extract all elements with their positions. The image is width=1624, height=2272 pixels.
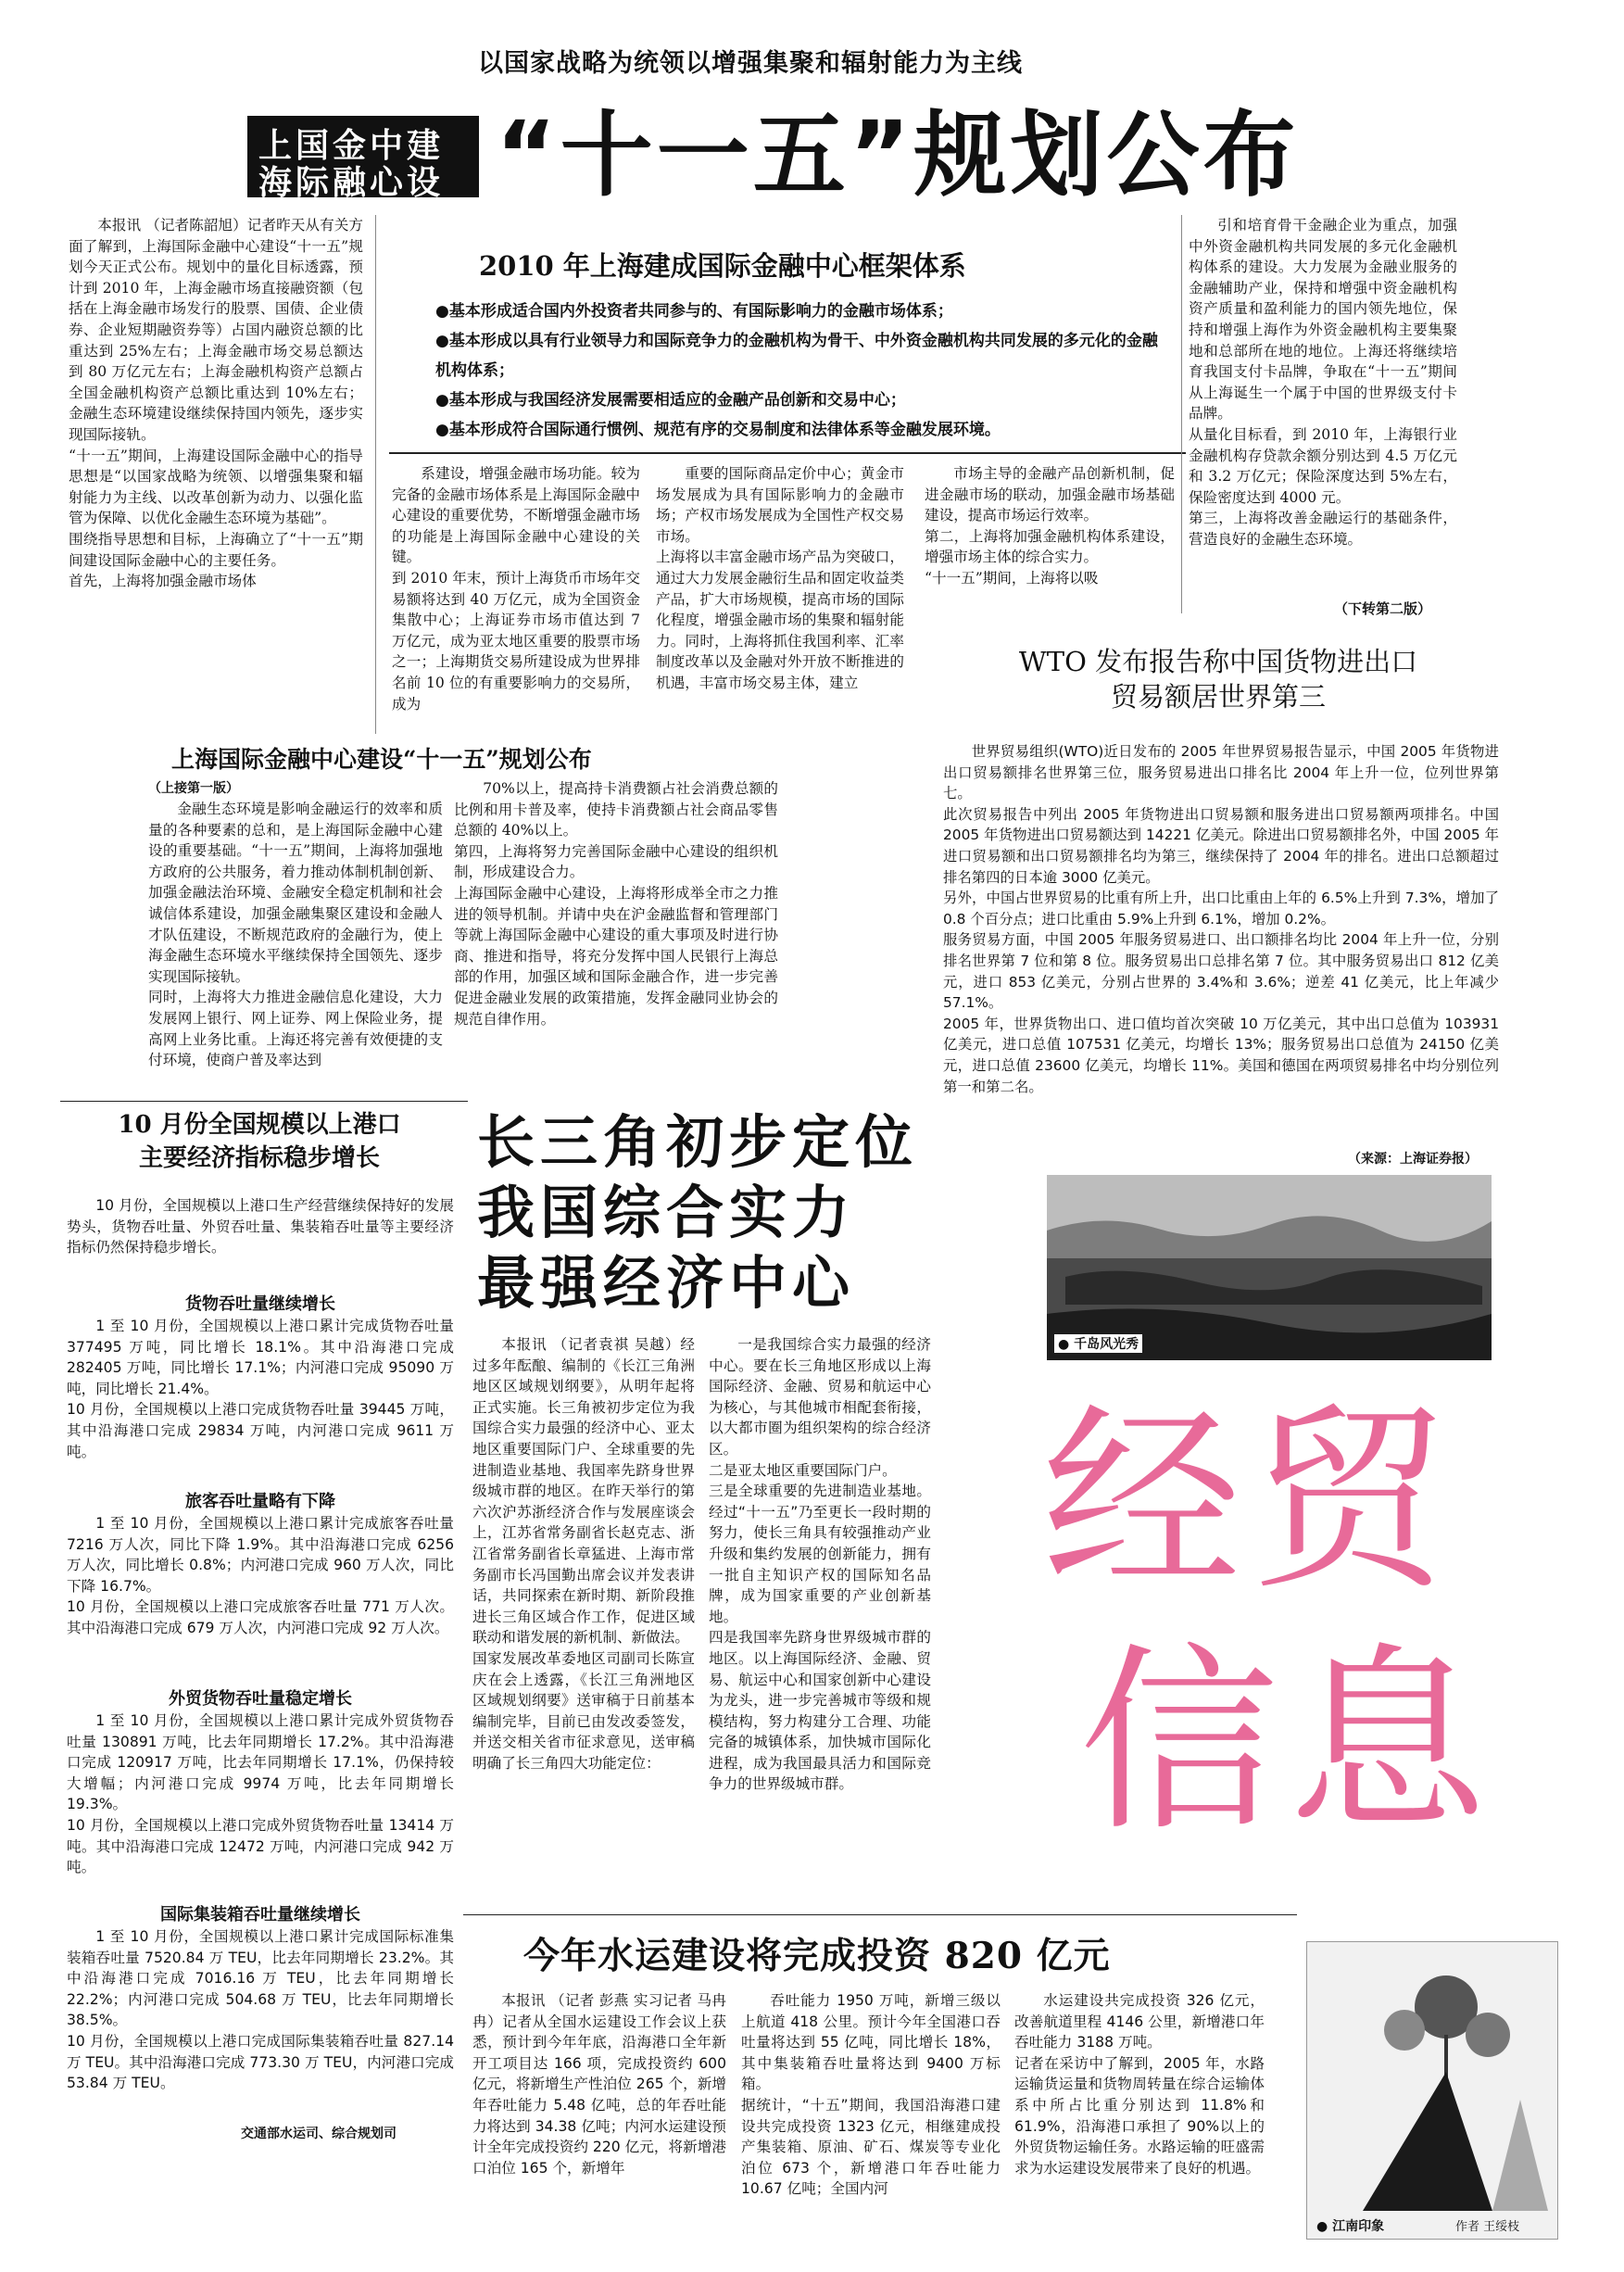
ports-section-body: 1 至 10 月份，全国规模以上港口累计完成货物吞吐量 377495 万吨，同比增长 18.1%。其中沿海港口完成 282405 万吨，同比增长 17.1%；内河港口完成 95090 万吨，同比增长 21.4%。 10 月份，全国规模以上港口完成货物吞吐量 39445 万吨，其中沿海港口完成 29834 万吨，内河港口完成 9611 万吨。 [67,1318,454,1460]
framework-divider [389,452,1186,454]
wto-title [931,644,1505,714]
yangtze-title-line: 最强经济中心 [477,1249,856,1317]
ports-intro: 10 月份，全国规模以上港口生产经营继续保持好的发展势头，货物吞吐量、外贸吞吐量、集装箱吞吐量等主要经济指标仍然保持稳步增长。 [67,1197,454,1256]
divider [463,1914,1297,1915]
continued-column-2: 70%以上，提高持卡消费额占社会消费总额的比例和用卡普及率，使持卡消费额占社会商品零售总额的 40%以上。 第四，上海将努力完善国际金融中心建设的组织机制，形成建设合力。 上海国际金融中心建设，上海将形成举全市之力推进的领导机制。并请中央在沪金融监督和管理部门等就上海国际金融中心建设的重大事项及时进行协商、推进和指导，将充分发挥中国人民银行上海总部的作用，加强区域和国际金融合作，进一步完善促进金融业发展的政策措施，发挥金融同业协会的规范自律作用。 [454,780,778,1028]
framework-item: ●基本形成符合国际通行惯例、规范有序的交易制度和法律体系等金融发展环境。 [435,421,1001,439]
ports-title-line: 主要经济指标稳步增长 [138,1144,380,1172]
landscape-photo-image [1047,1175,1492,1360]
waterway-column-3: 水运建设共完成投资 326 亿元，改善航道里程 4146 公里，新增港口年吞吐能力 3188 万吨。 记者在采访中了解到，2005 年，水路运输货运量和货物周转量在综合运输体系中所占比重分别达到 11.8%和 61.9%，沿海港口承担了 90%以上的外贸货物运输任务。水路运输的旺盛需求为水运建设发展带来了良好的机遇。 [1014,1992,1265,2177]
yangtze-title-line: 我国综合实力 [477,1179,856,1246]
ports-section-body: 1 至 10 月份，全国规模以上港口累计完成外贸货物吞吐量 130891 万吨，比去年同期增长 17.2%。其中沿海港口完成 120917 万吨，比去年同期增长 17.1%，仍保持较大增幅；内河港口完成 9974 万吨，比去年同期增长 19.3%。 10 月份，全国规模以上港口完成外贸货物吞吐量 13414 万吨。其中沿海港口完成 12472 万吨，内河港口完成 942 万吨。 [67,1712,454,1876]
yangtze-column-1: 本报讯 （记者袁祺 吴越）经过多年酝酿、编制的《长江三角洲地区区域规划纲要》，从明年起将正式实施。长三角被初步定位为我国综合实力最强的经济中心、亚太地区重要国际门户、全球重要的先进制造业基地、我国率先跻身世界级城市群的地区。在昨天举行的第六次沪苏浙经济合作与发展座谈会上，江苏省常务副省长赵克志、浙江省常务副省长章猛进、上海市常务副市长冯国勤出席会议并发表讲话，共同探索在新时期、新阶段推进长三角区域合作工作，促进区域联动和谐发展的新机制、新做法。 国家发展改革委地区司副司长陈宣庆在会上透露，《长江三角洲地区区域规划纲要》送审稿于日前基本编制完毕，目前已由发改委签发，并送交相关省市征求意见，送审稿明确了长三角四大功能定位： [472,1336,695,1772]
continued-note: （下转第二版） [1334,600,1432,617]
section-badge [247,116,479,202]
kicker: 以国家战略为统领以增强集聚和辐射能力为主线 [478,49,1023,78]
column-label-line: 经贸 [1042,1384,1459,1617]
lead-column-5: 引和培育骨干金融企业为重点，加强中外资金融机构共同发展的多元化金融机构体系的建设。大力发展为金融业服务的金融辅助产业，保持和增强中资金融机构资产质量和盈利能力的国内领先地位，保持和增强上海作为外资金融机构主要集聚地和总部所在地的地位。上海还将继续培育我国支付卡品牌，争取在“十一五”期间从上海诞生一个属于中国的世界级支付卡品牌。 从量化目标看，到 2010 年，上海银行业金融机构存贷款余额分别达到 4.5 万亿元和 3.2 万亿元；保险深度达到 5%左右，保险密度达到 4000 元。 第三，上海将改善金融运行的基础条件，营造良好的金融生态环境。 [1189,217,1457,548]
divider [60,1101,468,1102]
continued-from: （上接第一版） [148,781,239,796]
badge-line-1: 上国金中建 [258,127,445,165]
framework-title: 2010 年上海建成国际金融中心框架体系 [479,250,966,282]
art-photo-image [1307,1942,1557,2211]
column-label-line: 信息 [1079,1625,1496,1858]
ports-heading: 国际集装箱吞吐量继续增长 [160,1905,360,1925]
column-label [1042,1381,1496,1862]
landscape-caption: ● 千岛风光秀 [1054,1334,1142,1353]
lead-column-2: 系建设，增强金融市场功能。较为完备的金融市场体系是上海国际金融中心建设的重要优势，不断增强金融市场的功能是上海国际金融中心建设的关键。 到 2010 年末，预计上海货币市场年交易额将达到 40 万亿元，成为全国资金集散中心；上海证券市场市值达到 7 万亿元，成为亚太地区重要的股票市场之一；上海期货交易所建设成为世界排名前 10 位的有重要影响力的交易所，成为 [392,465,640,713]
art-photo [1306,1941,1558,2240]
waterway-column-1: 本报讯 （记者 彭燕 实习记者 马冉冉）记者从全国水运建设工作会议上获悉，预计到今年年底，沿海港口全年新开工项目达 166 项，完成投资约 600 亿元，将新增生产性泊位 265 个，新增年吞吐能力 5.48 亿吨，总的年吞吐能力将达到 34.38 亿吨；内河水运建设预计全年完成投资约 220 亿元，将新增港口泊位 165 个，新增年 [472,1992,731,2177]
wto-title-line: 贸易额居世界第三 [1110,681,1326,713]
ports-title-line: 10 月份全国规模以上港口 [118,1111,401,1139]
wto-source: （来源：上海证券报） [1348,1152,1478,1167]
lead-column-3: 重要的国际商品定价中心；黄金市场发展成为具有国际影响力的金融市场；产权市场发展成为全国性产权交易市场。 上海将以丰富金融市场产品为突破口，通过大力发展金融衍生品和固定收益类产品，扩大市场规模，提高市场的国际化程度，增强金融市场的集聚和辐射能力。同时，上海将抓住我国利率、汇率制度改革以及金融对外开放不断推进的机遇，丰富市场交易主体，建立 [656,465,904,691]
lead-column-4: 市场主导的金融产品创新机制，促进金融市场的联动，加强金融市场基础建设，提高市场运行效率。 第二，上海将加强金融机构体系建设，增强市场主体的综合实力。 “十一五”期间，上海将以吸 [925,465,1175,587]
ports-section-body: 1 至 10 月份，全国规模以上港口累计完成旅客吞吐量 7216 万人次，同比下降 1.9%。其中沿海港口完成 6256 万人次，同比增长 0.8%；内河港口完成 960 万人次，同比下降 16.7%。 10 月份，全国规模以上港口完成旅客吞吐量 771 万人次。其中沿海港口完成 679 万人次，内河港口完成 92 万人次。 [67,1515,454,1636]
headline: “十一五”规划公布 [496,101,1300,209]
ports-title [65,1108,454,1175]
framework-item: ●基本形成与我国经济发展需要相适应的金融产品创新和交易中心； [435,391,906,410]
framework-item: ●基本形成以具有行业领导力和国际竞争力的金融机构为骨干、中外资金融机构共同发展的多元化的金融机构体系； [435,332,1158,380]
badge-line-2: 海际融心设 [258,164,445,202]
framework-list [435,297,1167,445]
waterway-title: 今年水运建设将完成投资 820 亿元 [523,1935,1111,1977]
divider [375,215,376,734]
ports-heading: 外贸货物吞吐量稳定增长 [169,1689,352,1709]
ports-section-body: 1 至 10 月份，全国规模以上港口累计完成国际标准集装箱吞吐量 7520.84 万 TEU，比去年同期增长 23.2%。其中沿海港口完成 7016.16 万 TEU，比去年同期增长 22.2%；内河港口完成 504.68 万 TEU，比去年同期增长 38.5%。 10 月份，全国规模以上港口完成国际集装箱吞吐量 827.14 万 TEU。其中沿海港口完成 773.30 万 TEU，内河港口完成 53.84 万 TEU。 [67,1928,454,2092]
yangtze-title-line: 长三角初步定位 [477,1108,919,1176]
yangtze-column-2: 一是我国综合实力最强的经济中心。要在长三角地区形成以上海国际经济、金融、贸易和航运中心为核心，与其他城市相配套衔接，以大都市圈为组织架构的综合经济区。 二是亚太地区重要国际门户。 三是全球重要的先进制造业基地。经过“十一五”乃至更长一段时期的努力，使长三角具有较强推动产业升级和集约发展的创新能力，拥有一批自主知识产权的国际知名品牌，成为国家重要的产业创新基地。 四是我国率先跻身世界级城市群的地区。以上海国际经济、金融、贸易、航运中心和国家创新中心建设为龙头，进一步完善城市等级和规模结构，努力构建分工合理、功能完备的城镇体系，加快城市国际化进程，成为我国最具活力和国际竞争力的世界级城市群。 [709,1336,931,1793]
continued-column-1: 金融生态环境是影响金融运行的效率和质量的各种要素的总和，是上海国际金融中心建设的重要基础。“十一五”期间，上海将加强地方政府的公共服务，着力推动体制机制创新、加强金融法治环境、金融安全稳定机制和社会诚信体系建设，加强金融集聚区建设和金融人才队伍建设，不断规范政府的金融行为，使上海金融生态环境水平继续保持全国领先、逐步实现国际接轨。 同时，上海将大力推进金融信息化建设，大力发展网上银行、网上证券、网上保险业务，提高网上业务比重。上海还将完善有效便捷的支付环境，使商户普及率达到 [148,801,443,1069]
lead-column-1: 本报讯 （记者陈韶旭）记者昨天从有关方面了解到，上海国际金融中心建设“十一五”规划今天正式公布。规划中的量化目标透露，预计到 2010 年，上海金融市场直接融资额（包括在上海金融市场发行的股票、国债、企业债券、企业短期融资券等）占国内融资总额的比重达到 25%左右；上海金融市场交易总额达到 80 万亿元左右；上海金融机构资产总额占全国金融机构资产总额比重达到 10%左右；金融生态环境建设继续保持国内领先，逐步实现国际接轨。 “十一五”期间，上海建设国际金融中心的指导思想是“以国家战略为统领、以增强集聚和辐射能力为主线、以改革创新为动力、以强化监管为保障、以优化金融生态环境为基础”。 围绕指导思想和目标，上海确立了“十一五”期间建设国际金融中心的主要任务。 首先，上海将加强金融市场体 [69,217,363,590]
wto-title-line: WTO 发布报告称中国货物进出口 [1018,646,1418,677]
yangtze-title [477,1107,918,1319]
continued-title: 上海国际金融中心建设“十一五”规划公布 [171,746,592,773]
ports-heading: 货物吞吐量继续增长 [185,1294,335,1314]
divider [1181,215,1182,613]
ports-heading: 旅客吞吐量略有下降 [185,1492,335,1511]
wto-body: 世界贸易组织(WTO)近日发布的 2005 年世界贸易报告显示，中国 2005 年货物进出口贸易额排名世界第三位，服务贸易进出口排名比 2004 年上升一位，位列世界第七。 此次贸易报告中列出 2005 年货物进出口贸易额和服务进出口贸易额两项排名。中国 2005 年货物进出口贸易额达到 14221 亿美元。除进出口贸易额排名外，中国 2005 年进口贸易额和出口贸易额排名均为第三，继续保持了 2004 年的排名。进出口总额超过排名第四的日本逾 3000 亿美元。 另外，中国占世界贸易的比重有所上升，出口比重由上年的 6.5%上升到 7.3%，增加了 0.8 个百分点；进口比重由 5.9%上升到 6.1%，增加 0.2%。 服务贸易方面，中国 2005 年服务贸易进口、出口额排名均比 2004 年上升一位，分别排名世界第 7 位和第 8 位。服务贸易出口总排名第 7 位。其中服务贸易出口 812 亿美元，进口 853 亿美元，分别占世界的 3.4%和 3.6%；逆差 41 亿美元，比上年减少 57.1%。 2005 年，世界货物出口、进口值均首次突破 10 万亿美元，其中出口总值为 103931 亿美元，进口总值 107531 亿美元，均增长 13%；服务贸易出口总值为 24150 亿美元，进口总值 23600 亿美元，均增长 11%。美国和德国在两项贸易排名中均分别位列第一和第二名。 [943,743,1499,1095]
framework-item: ●基本形成适合国内外投资者共同参与的、有国际影响力的金融市场体系； [435,302,953,321]
ports-source: 交通部水运司、综合规划司 [241,2127,397,2141]
landscape-photo [1047,1175,1492,1360]
art-author: 作者 王绥枝 [1455,2220,1520,2234]
waterway-column-2: 吞吐能力 1950 万吨，新增三级以上航道 418 公里。预计今年全国港口吞吐量将达到 55 亿吨，同比增长 18%，其中集装箱吞吐量将达到 9400 万标箱。 据统计，“十五”期间，我国沿海港口建设共完成投资 1323 亿元，相继建成投产集装箱、原油、矿石、煤炭等专业化泊位 673 个，新增港口年吞吐能力 10.67 亿吨；全国内河 [741,1992,1001,2198]
art-caption: ● 江南印象 [1316,2219,1385,2234]
